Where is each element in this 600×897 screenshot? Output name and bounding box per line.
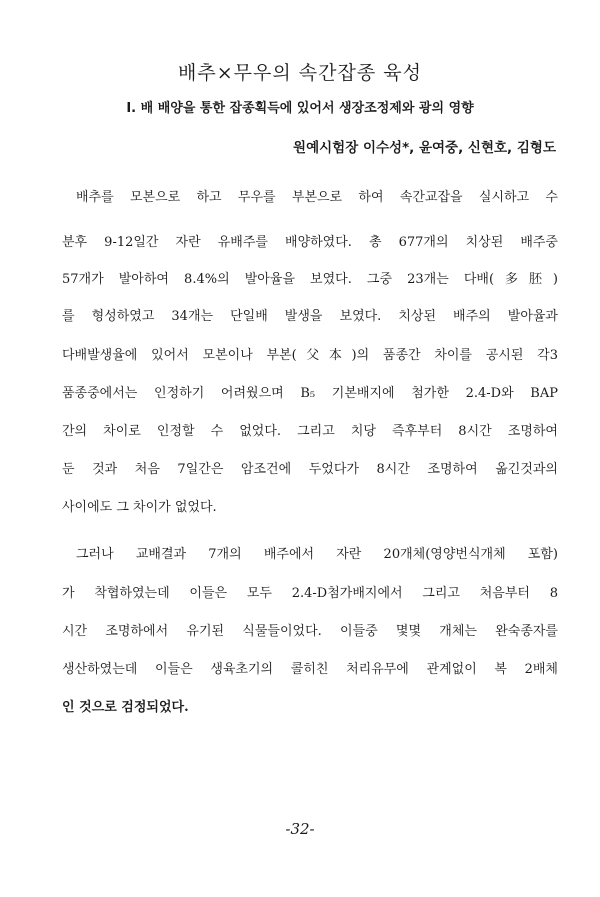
page-title: 배추×무우의 속간잡종 육성 bbox=[178, 62, 422, 84]
paragraph-2-line-2: 가 착협하였는데 이들은 모두 2.4-D첨가배지에서 그리고 처음부터 8 bbox=[62, 586, 558, 601]
paragraph-1-line-1: 배추를 모본으로 하고 무우를 부본으로 하여 속간교잡을 실시하고 수 bbox=[76, 190, 558, 205]
paragraph-1-line-2: 분후 9-12일간 자란 유배주를 배양하였다. 총 677개의 치상된 배주중 bbox=[62, 235, 558, 250]
paragraph-1-line-8: 둔 것과 처음 7일간은 암조건에 두었다가 8시간 조명하여 옮긴것과의 bbox=[62, 462, 558, 477]
paragraph-2-line-5: 인 것으로 검정되었다. bbox=[62, 700, 189, 715]
author-line: 원예시험장 이수성*, 윤여중, 신현호, 김형도 bbox=[293, 140, 556, 156]
paragraph-1-line-5: 다배발생율에 있어서 모본이나 부본(父本)의 품종간 차이를 공시된 각3 bbox=[62, 348, 558, 363]
paragraph-1-line-4: 를 형성하였고 34개는 단일배 발생을 보였다. 치상된 배주의 발아율과 bbox=[62, 309, 558, 324]
paragraph-1-line-9: 사이에도 그 차이가 없었다. bbox=[62, 500, 217, 515]
paragraph-1-line-3: 57개가 발아하여 8.4%의 발아율을 보였다. 그중 23개는 다배(多胚) bbox=[62, 272, 558, 287]
paragraph-2-line-1: 그러나 교배결과 7개의 배주에서 자란 20개체(영양번식개체 포함) bbox=[76, 547, 558, 562]
page-subtitle: I. 배 배양을 통한 잡종획득에 있어서 생장조정제와 광의 영향 bbox=[126, 101, 474, 116]
paragraph-1-line-6: 품종중에서는 인정하기 어려웠으며 B₅ 기본배지에 첨가한 2.4-D와 BAP bbox=[62, 386, 558, 401]
paragraph-2-line-3: 시간 조명하에서 유기된 식물들이었다. 이들중 몇몇 개체는 완숙종자를 bbox=[62, 624, 558, 639]
paragraph-1-line-7: 간의 차이로 인정할 수 없었다. 그리고 치당 즉후부터 8시간 조명하여 bbox=[62, 424, 558, 439]
paragraph-2-line-4: 생산하였는데 이들은 생육초기의 콜히친 처리유무에 관계없이 복 2배체 bbox=[62, 662, 558, 677]
page-number: -32- bbox=[285, 820, 315, 838]
